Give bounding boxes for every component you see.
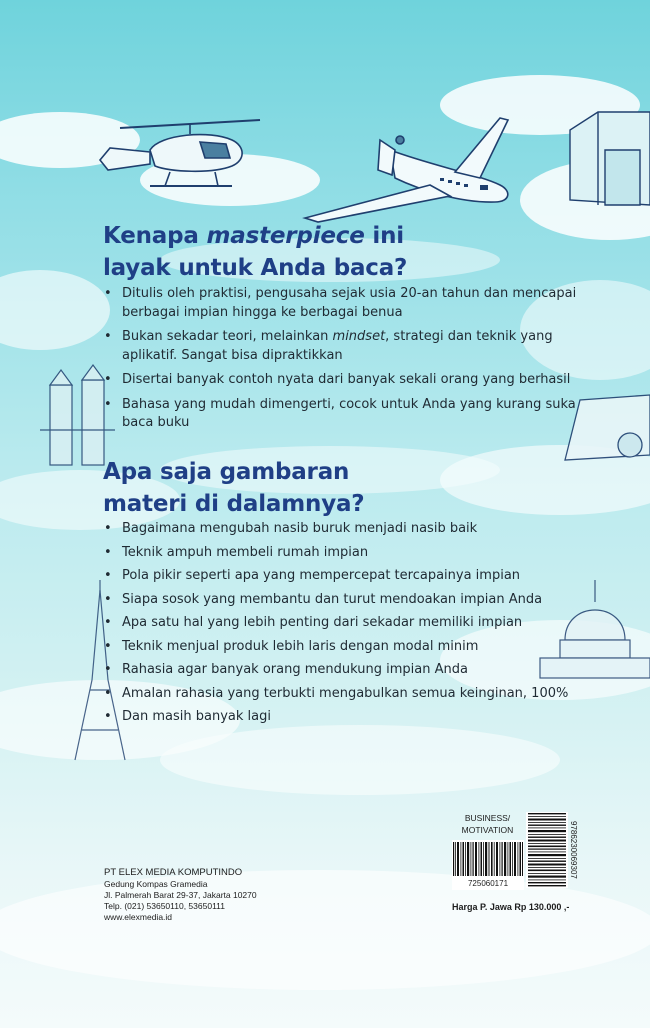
price-label: Harga P. Jawa Rp 130.000 ,-: [452, 902, 570, 912]
book-category: [451, 812, 524, 836]
isbn-barcode: [526, 812, 568, 888]
list-item: • Ditulis oleh praktisi, pengusaha sejak usia 20-an tahun dan mencapai berbagai impian hingga ke berbagai benua: [104, 285, 584, 322]
section2-heading: [103, 456, 364, 520]
barcode-internal: [452, 840, 524, 878]
section1-heading-post: ini: [364, 223, 404, 249]
section1-bullet-list: [104, 285, 584, 439]
section1-heading: [103, 220, 407, 284]
list-item: • Siapa sosok yang membantu dan turut mendoakan impian Anda: [104, 591, 584, 610]
bullet2-post: , strategi dan teknik yang aplikatif. Sangat bisa dipraktikkan: [122, 329, 553, 363]
section2-heading-line2: materi di dalamnya?: [103, 491, 365, 517]
barcode-internal-number: 725060171: [452, 878, 524, 890]
publisher-building: Gedung Kompas Gramedia: [104, 879, 208, 889]
list-item: • Amalan rahasia yang terbukti mengabulkan semua keinginan, 100%: [104, 685, 584, 704]
list-item: • Teknik ampuh membeli rumah impian: [104, 544, 584, 563]
publisher-website: www.elexmedia.id: [104, 912, 173, 922]
section2-heading-line1: Apa saja gambaran: [103, 459, 350, 485]
list-item: [104, 328, 584, 365]
publisher-phone: Telp. (021) 53650110, 53650111: [104, 901, 225, 911]
isbn-barcode-bars: [526, 812, 568, 888]
section1-heading-italic: masterpiece: [206, 223, 365, 249]
list-item: • Teknik menjual produk lebih laris dengan modal minim: [104, 638, 584, 657]
list-item: • Disertai banyak contoh nyata dari banyak sekali orang yang berhasil: [104, 371, 584, 390]
section2-bullet-list: [104, 520, 584, 732]
publisher-info: [104, 866, 257, 923]
list-item: • Bahasa yang mudah dimengerti, cocok untuk Anda yang kurang suka baca buku: [104, 396, 584, 433]
section1-heading-pre: Kenapa: [103, 223, 207, 249]
isbn-number: 9786230069307: [569, 821, 578, 879]
list-item: • Bagaimana mengubah nasib buruk menjadi nasib baik: [104, 520, 584, 539]
category-line1: BUSINESS/: [464, 813, 511, 823]
list-item: • Rahasia agar banyak orang mendukung impian Anda: [104, 661, 584, 680]
list-item: • Apa satu hal yang lebih penting dari sekadar memiliki impian: [104, 614, 584, 633]
publisher-address: Jl. Palmerah Barat 29-37, Jakarta 10270: [104, 890, 257, 900]
bullet2-italic: mindset: [332, 329, 386, 344]
list-item: • Dan masih banyak lagi: [104, 708, 584, 727]
bullet2-pre: Bukan sekadar teori, melainkan: [122, 329, 333, 344]
list-item: • Pola pikir seperti apa yang mempercepat tercapainya impian: [104, 567, 584, 586]
publisher-name: PT ELEX MEDIA KOMPUTINDO: [104, 867, 243, 878]
section1-heading-line2: layak untuk Anda baca?: [103, 255, 408, 281]
barcode-internal-bars: [452, 840, 524, 878]
category-line2: MOTIVATION: [461, 825, 514, 835]
